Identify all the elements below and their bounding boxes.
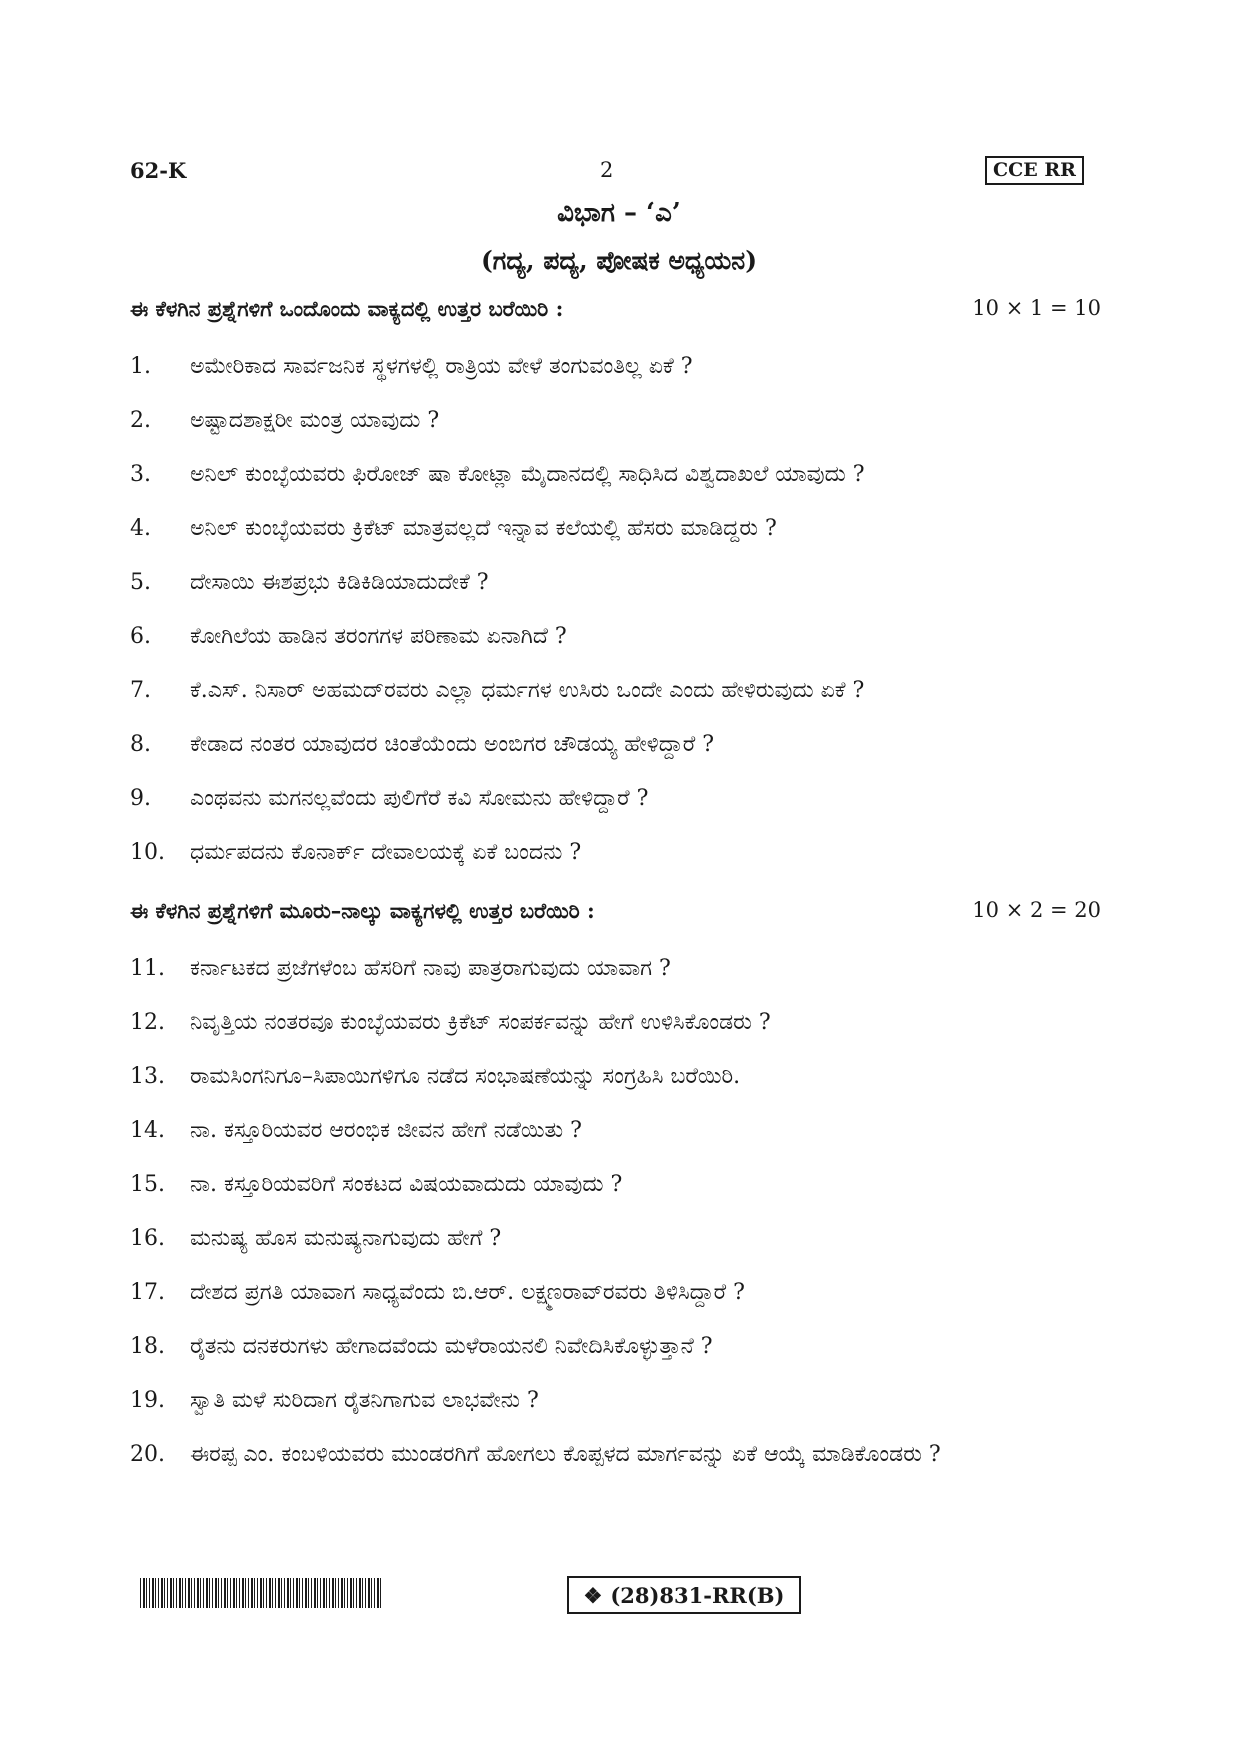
subject-code: 62-K: [130, 158, 187, 183]
question-item: [130, 780, 1105, 818]
question-text: ಧರ್ಮಪದನು ಕೊನಾರ್ಕ್ ದೇವಾಲಯಕ್ಕೆ ಏಕೆ ಬಂದನು ?: [190, 840, 582, 865]
question-number: 6.: [130, 624, 151, 649]
question-number: 9.: [130, 786, 151, 811]
question-number: 16.: [130, 1226, 165, 1251]
question-text: ನಾ. ಕಸ್ತೂರಿಯವರಿಗೆ ಸಂಕಟದ ವಿಷಯವಾದುದು ಯಾವುದು ?: [190, 1172, 623, 1197]
question-number: 3.: [130, 462, 151, 487]
question-number: 13.: [130, 1064, 165, 1089]
question-text: ದೇಶದ ಪ್ರಗತಿ ಯಾವಾಗ ಸಾಧ್ಯವೆಂದು ಬಿ.ಆರ್. ಲಕ್ಷ್ಮಣರಾವ್‌ರವರು ತಿಳಿಸಿದ್ದಾರೆ ?: [190, 1280, 745, 1305]
question-number: 14.: [130, 1118, 165, 1143]
question-text: ರೈತನು ದನಕರುಗಳು ಹೇಗಾದವೆಂದು ಮಳೆರಾಯನಲಿ ನಿವೇದಿಸಿಕೊಳ್ಳುತ್ತಾನೆ ?: [190, 1334, 713, 1359]
question-item: [130, 456, 1105, 494]
question-number: 12.: [130, 1010, 165, 1035]
barcode: [140, 1578, 382, 1608]
question-item: [130, 1112, 1105, 1150]
question-text: ಮನುಷ್ಯ ಹೊಸ ಮನುಷ್ಯನಾಗುವುದು ಹೇಗೆ ?: [190, 1226, 502, 1251]
question-number: 11.: [130, 956, 165, 981]
question-item: [130, 1328, 1105, 1366]
question-number: 8.: [130, 732, 151, 757]
question-item: [130, 510, 1105, 548]
paper-code: (28)831-RR(B): [610, 1582, 785, 1608]
question-text: ಎಂಥವನು ಮಗನಲ್ಲವೆಂದು ಪುಲಿಗೆರೆ ಕವಿ ಸೋಮನು ಹೇಳಿದ್ದಾರೆ ?: [190, 786, 649, 811]
question-text: ದೇಸಾಯಿ ಈಶಪ್ರಭು ಕಿಡಿಕಿಡಿಯಾದುದೇಕೆ ?: [190, 570, 489, 595]
question-text: ಕೇಡಾದ ನಂತರ ಯಾವುದರ ಚಿಂತೆಯೆಂದು ಅಂಬಿಗರ ಚೌಡಯ್ಯ ಹೇಳಿದ್ದಾರೆ ?: [190, 732, 715, 757]
part1-marks: 10 × 1 = 10: [972, 296, 1101, 320]
paper-code-box: [567, 1576, 801, 1614]
question-item: [130, 1274, 1105, 1312]
section-subtitle: (ಗದ್ಯ, ಪದ್ಯ, ಪೋಷಕ ಅಧ್ಯಯನ): [480, 246, 758, 275]
question-text: ಅನಿಲ್ ಕುಂಬ್ಳೆಯವರು ಫಿರೋಜ್ ಷಾ ಕೋಟ್ಲಾ ಮೈದಾನದಲ್ಲಿ ಸಾಧಿಸಿದ ವಿಶ್ವದಾಖಲೆ ಯಾವುದು ?: [190, 462, 865, 487]
question-number: 5.: [130, 570, 151, 595]
section-title: ವಿಭಾಗ – ‘ಎ’: [557, 198, 681, 228]
question-text: ನಿವೃತ್ತಿಯ ನಂತರವೂ ಕುಂಬ್ಳೆಯವರು ಕ್ರಿಕೆಟ್ ಸಂಪರ್ಕವನ್ನು ಹೇಗೆ ಉಳಿಸಿಕೊಂಡರು ?: [190, 1010, 771, 1035]
diamond-ornament-icon: ❖: [583, 1582, 603, 1608]
question-item: [130, 950, 1105, 988]
question-text: ಈರಪ್ಪ ಎಂ. ಕಂಬಳಿಯವರು ಮುಂಡರಗಿಗೆ ಹೋಗಲು ಕೊಪ್ಪಳದ ಮಾರ್ಗವನ್ನು ಏಕೆ ಆಯ್ಕೆ ಮಾಡಿಕೊಂಡರು ?: [190, 1442, 941, 1467]
question-number: 7.: [130, 678, 151, 703]
question-item: [130, 1004, 1105, 1042]
question-item: [130, 1166, 1105, 1204]
question-text: ಕೋಗಿಲೆಯ ಹಾಡಿನ ತರಂಗಗಳ ಪರಿಣಾಮ ಏನಾಗಿದೆ ?: [190, 624, 567, 649]
question-number: 19.: [130, 1388, 165, 1413]
question-text: ರಾಮಸಿಂಗನಿಗೂ–ಸಿಪಾಯಿಗಳಿಗೂ ನಡೆದ ಸಂಭಾಷಣೆಯನ್ನು ಸಂಗ್ರಹಿಸಿ ಬರೆಯಿರಿ.: [190, 1064, 741, 1089]
question-item: [130, 726, 1105, 764]
question-text: ಅಮೇರಿಕಾದ ಸಾರ್ವಜನಿಕ ಸ್ಥಳಗಳಲ್ಲಿ ರಾತ್ರಿಯ ವೇಳೆ ತಂಗುವಂತಿಲ್ಲ ಏಕೆ ?: [190, 354, 693, 379]
question-number: 15.: [130, 1172, 165, 1197]
exam-label-box: CCE RR: [985, 156, 1084, 185]
question-number: 4.: [130, 516, 151, 541]
question-item: [130, 402, 1105, 440]
question-item: [130, 564, 1105, 602]
question-number: 17.: [130, 1280, 165, 1305]
question-text: ಕೆ.ಎಸ್. ನಿಸಾರ್ ಅಹಮದ್‌ರವರು ಎಲ್ಲಾ ಧರ್ಮಗಳ ಉಸಿರು ಒಂದೇ ಎಂದು ಹೇಳಿರುವುದು ಏಕೆ ?: [190, 678, 865, 703]
question-number: 20.: [130, 1442, 165, 1467]
question-text: ಕರ್ನಾಟಕದ ಪ್ರಜೆಗಳೆಂಬ ಹೆಸರಿಗೆ ನಾವು ಪಾತ್ರರಾಗುವುದು ಯಾವಾಗ ?: [190, 956, 671, 981]
page-number: 2: [600, 158, 614, 182]
question-item: [130, 834, 1105, 872]
question-text: ನಾ. ಕಸ್ತೂರಿಯವರ ಆರಂಭಿಕ ಜೀವನ ಹೇಗೆ ನಡೆಯಿತು ?: [190, 1118, 582, 1143]
question-item: [130, 1436, 1105, 1474]
question-item: [130, 672, 1105, 710]
question-number: 10.: [130, 840, 165, 865]
question-text: ಅನಿಲ್ ಕುಂಬ್ಳೆಯವರು ಕ್ರಿಕೆಟ್ ಮಾತ್ರವಲ್ಲದೆ ಇನ್ನಾವ ಕಲೆಯಲ್ಲಿ ಹೆಸರು ಮಾಡಿದ್ದರು ?: [190, 516, 777, 541]
part2-instruction: ಈ ಕೆಳಗಿನ ಪ್ರಶ್ನೆಗಳಿಗೆ ಮೂರು–ನಾಲ್ಕು ವಾಕ್ಯಗಳಲ್ಲಿ ಉತ್ತರ ಬರೆಯಿರಿ :: [130, 898, 595, 923]
question-item: [130, 348, 1105, 386]
question-item: [130, 1058, 1105, 1096]
part1-instruction: ಈ ಕೆಳಗಿನ ಪ್ರಶ್ನೆಗಳಿಗೆ ಒಂದೊಂದು ವಾಕ್ಯದಲ್ಲಿ ಉತ್ತರ ಬರೆಯಿರಿ :: [130, 296, 564, 321]
part2-marks: 10 × 2 = 20: [972, 898, 1101, 922]
question-number: 2.: [130, 408, 151, 433]
question-number: 18.: [130, 1334, 165, 1359]
question-item: [130, 1382, 1105, 1420]
question-item: [130, 618, 1105, 656]
question-item: [130, 1220, 1105, 1258]
question-number: 1.: [130, 354, 151, 379]
question-text: ಅಷ್ಟಾದಶಾಕ್ಷರೀ ಮಂತ್ರ ಯಾವುದು ?: [190, 408, 440, 433]
question-text: ಸ್ವಾತಿ ಮಳೆ ಸುರಿದಾಗ ರೈತನಿಗಾಗುವ ಲಾಭವೇನು ?: [190, 1388, 539, 1413]
